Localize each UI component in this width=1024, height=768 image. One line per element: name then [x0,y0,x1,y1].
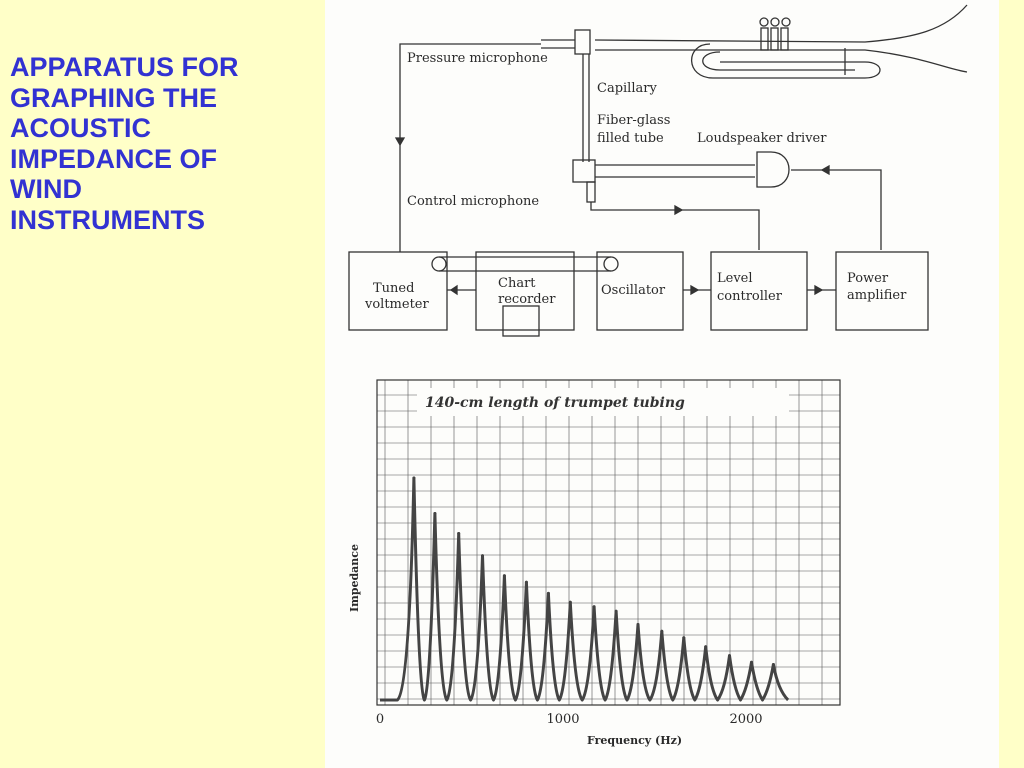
impedance-peak [704,645,707,648]
impedance-peak [637,623,640,626]
chart-recorder-label-1: Chart [498,276,536,291]
impedance-peak [660,630,663,633]
power-amplifier-label-2: amplifier [847,288,907,303]
loudspeaker-driver-label: Loudspeaker driver [697,131,827,146]
tuned-voltmeter-label-2: voltmeter [365,297,429,312]
impedance-peak [503,574,506,577]
x-tick-label: 2000 [729,712,763,727]
power-amplifier-label-1: Power [847,271,889,286]
scanned-figure [325,0,999,768]
impedance-peak [547,592,550,595]
impedance-peak [433,512,436,515]
impedance-peak [593,605,596,608]
apparatus-diagram [325,0,999,768]
impedance-peak [412,477,415,480]
chart-recorder-label-2: recorder [498,292,556,307]
x-tick-label: 1000 [546,712,580,727]
impedance-peak [750,661,753,664]
fiber-glass-label-2: filled tube [597,131,664,146]
level-controller-label-1: Level [717,271,753,286]
impedance-peak [525,581,528,584]
impedance-peak [569,601,572,604]
impedance-peak [457,532,460,535]
impedance-peak [772,663,775,666]
impedance-chart [348,380,840,747]
impedance-peak [615,610,618,613]
tuned-voltmeter-label-1: Tuned [373,281,415,296]
fiber-glass-label-1: Fiber-glass [597,113,671,128]
oscillator-label: Oscillator [601,283,666,298]
control-microphone-label: Control microphone [407,194,540,209]
y-axis-label: Impedance [348,544,361,612]
x-axis-label: Frequency (Hz) [587,734,683,747]
impedance-peak [728,654,731,657]
impedance-peak [481,554,484,557]
chart-recorder-box [476,252,574,330]
chart-title: 140-cm length of trumpet tubing [425,395,685,411]
capillary-label: Capillary [597,81,657,96]
x-tick-label: 0 [375,712,385,727]
pressure-microphone-label: Pressure microphone [407,51,548,66]
impedance-peak [682,636,685,639]
slide-title: APPARATUS FOR GRAPHING THE ACOUSTIC IMPEDANCE OF WIND INSTRUMENTS [10,52,239,235]
level-controller-label-2: controller [717,289,782,304]
